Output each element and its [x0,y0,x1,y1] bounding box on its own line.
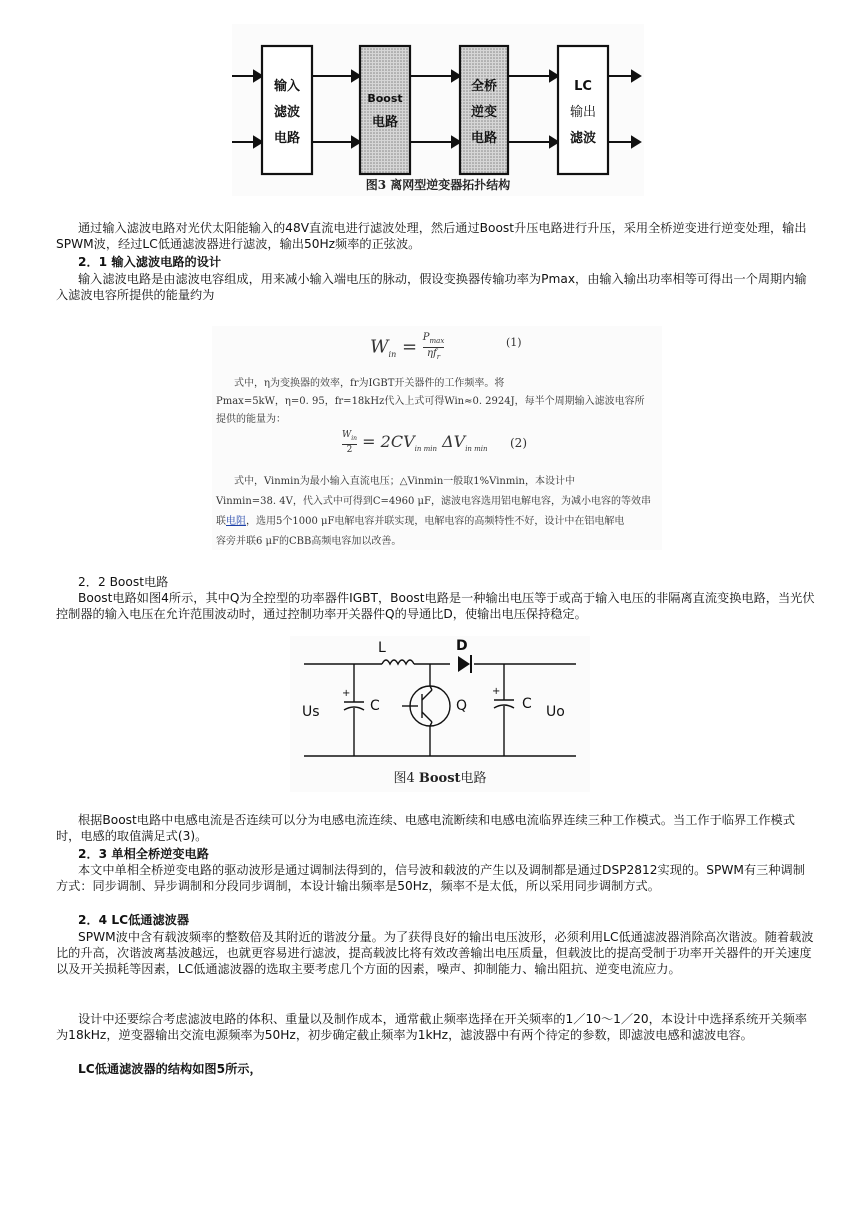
paragraph-intro: 通过输入滤波电路对光伏太阳能输入的48V直流电进行滤波处理，然后通过Boost升压电路进行升压，采用全桥逆变进行逆变处理，输出SPWM波，经过LC低通滤波器进行滤波，输出50Hz频率的正弦波。 [56,221,807,251]
label-input-capacitor: C [370,698,380,714]
paragraph-boost-modes: 根据Boost电路中电感电流是否连续可以分为电感电流连续、电感电流断续和电感电流临界连续三种工作模式。当工作于临界工作模式时，电感的取值满足式(3)。 [56,813,795,843]
equation-1: $W_{in}$ = $P_{max}$ $\eta f_r$ [370,332,445,361]
equation-2-number: (2) [510,436,527,450]
paragraph-input-filter: 输入滤波电路是由滤波电容组成，用来减小输入端电压的脉动，假设变换器传输功率为Pmax，由输入输出功率相等可得出一个周期内输入滤波电容所提供的能量约为 [56,272,807,302]
label-output-capacitor: C [522,696,532,712]
block-label: Boost [367,92,403,105]
equation-2: $W_{in}$ 2 = $2CV_{in min}$ $\Delta V_{in min}$ [342,430,488,455]
resistor-link[interactable]: 电阻 [226,516,246,527]
label-switch: Q [456,698,468,714]
heading-2-2: 2．2 Boost电路 [78,575,169,589]
paragraph-lc-structure: LC低通滤波器的结构如图5所示， [78,1062,262,1076]
formula-text-line: 式中，Vinmin为最小输入直流电压；△Vinmin一般取1%Vinmin，本设计中 [234,476,575,487]
label-inductor: L [378,640,386,656]
formula-text-line: 式中，η为变换器的效率，fr为IGBT开关器件的工作频率。将 [234,378,505,389]
block-label: LC [574,79,592,94]
paragraph-full-bridge: 本文中单相全桥逆变电路的驱动波形是通过调制法得到的，信号波和载波的产生以及调制都是通过DSP2812实现的。SPWM有三种调制方式：同步调制、异步调制和分段同步调制，本设计输出频率是50Hz，频率不是太低，所以采用同步调制方式。 [56,863,805,893]
formula-figure [212,326,662,550]
heading-2-3: 2．3 单相全桥逆变电路 [78,847,209,861]
block-label: 电路 [273,131,301,146]
paragraph-design-considerations: 设计中还要综合考虑滤波电路的体积、重量以及制作成本，通常截止频率选择在开关频率的1／10～1／20，本设计中选择系统开关频率为18kHz，逆变器输出交流电源频率为50Hz，初步确定截止频率为1kHz，滤波器中有两个待定的参数，即滤波电感和滤波电容。 [56,1012,808,1042]
paragraph-boost: Boost电路如图4所示，其中Q为全控型的功率器件IGBT，Boost电路是一种输出电压等于或高于输入电压的非隔离直流变换电路，当光伏控制器的输入电压在允许范围波动时，通过控制功率开关器件Q的导通比D，使输出电压保持稳定。 [56,591,815,621]
equation-1-number: (1) [506,336,522,349]
figure-4-caption: 图4 Boost电路 [393,771,487,786]
block-label: 输入 [273,79,301,94]
block-label: 逆变 [470,105,498,120]
formula-text-line: Vinmin=38. 4V，代入式中可得到C=4960 μF，滤波电容选用铝电解电容，为减小电容的等效串 [216,496,651,507]
heading-2-4: 2．4 LC低通滤波器 [78,913,190,927]
label-output-voltage: Uo [546,704,565,720]
formula-text-line: Pmax=5kW，η=0. 95，fr=18kHz代入上式可得Win≈0. 2924J，每半个周期输入滤波电容所 [216,396,645,407]
heading-2-1: 2．1 输入滤波电路的设计 [78,255,222,269]
label-input-voltage: Us [302,704,320,720]
formula-text-line: 联电阻，选用5个1000 μF电解电容并联实现，电解电容的高频特性不好，设计中在铝电解电 [216,516,625,527]
label-plus: + [492,686,501,697]
label-plus: + [342,688,351,699]
block-label: 输出 [569,105,597,120]
block-label: 全桥 [470,79,498,94]
formula-text-line: 提供的能量为： [216,414,286,425]
figure-3-caption: 图3 离网型逆变器拓扑结构 [365,178,511,192]
figure-4-boost-circuit [290,636,590,792]
block-label: 滤波 [569,131,597,146]
figure-3-topology-diagram [232,24,644,196]
block-label: 滤波 [273,105,301,120]
paragraph-lc-filter: SPWM波中含有载波频率的整数倍及其附近的谐波分量。为了获得良好的输出电压波形，必须利用LC低通滤波器消除高次谐波。随着载波比的升高，次谐波离基波越远，也就更容易进行滤波，提高载波比将有效改善输出电压质量，但载波比的提高受制于功率开关器件的开关速度以及开关损耗等因素，LC低通滤波器的选取主要考虑几个方面的因素，噪声、抑制能力、输出阻抗、逆变电流应力。 [56,930,814,976]
block-label: 电路 [371,115,399,130]
block-label: 电路 [470,131,498,146]
label-diode: D [456,638,468,654]
block-boost [360,46,410,174]
formula-text-line: 容旁并联6 μF的CBB高频电容加以改善。 [216,536,402,547]
